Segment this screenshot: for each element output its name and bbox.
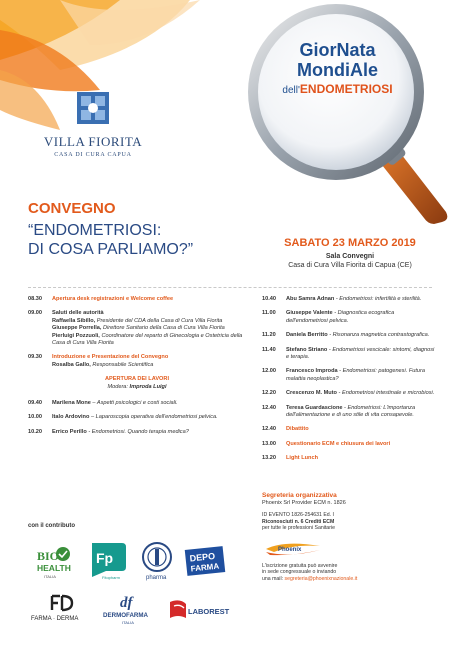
bio-country-text: ITALIA [44, 574, 56, 579]
program-title: Introduzione e Presentazione del Convegno [52, 354, 169, 361]
speaker-name: Raffaella Sibillo, [52, 317, 96, 324]
laborest-text: LABOREST [188, 607, 230, 616]
program-item [262, 441, 437, 448]
program-item [28, 414, 246, 421]
ecm-credits: Riconosciuti n. 6 Crediti ECM [262, 518, 335, 525]
talk-topic: - Endometriosi: patogenesi. Futura malattia neoplastica? [286, 368, 425, 382]
bio-text: BIO [37, 549, 60, 563]
program-time: 09.40 [28, 400, 42, 407]
program-item [28, 400, 246, 407]
sponsor-farma-derma-logo [30, 594, 94, 622]
program-time: 11.00 [262, 310, 276, 317]
ecm-info [262, 512, 432, 532]
speaker-name: Errico Perillo [52, 428, 87, 435]
headline-line1: GiorNata [299, 40, 376, 60]
program-text: Questionario ECM e chiusura dei lavori [286, 440, 391, 447]
speaker-name: Giuseppe Valente [286, 310, 333, 317]
note-line1: L'iscrizione gratuita può avvenire [262, 563, 338, 569]
program-title: Saluti delle autorità [52, 310, 104, 317]
note-line3: una mail: [262, 575, 284, 582]
program-text: Dibattito [286, 426, 309, 433]
program-item [262, 296, 437, 303]
speaker-role: Direttore Sanitario della Casa di Cura Villa Fiorita [103, 325, 225, 332]
program-right [262, 296, 437, 470]
apertura-title: APERTURA DEI LAVORI [104, 376, 170, 383]
segreteria-title: Segreteria organizzativa [262, 492, 337, 499]
ecm-target: per tutte le professioni Sanitarie [262, 525, 335, 532]
program-time: 12.40 [262, 426, 276, 433]
program-item [262, 332, 437, 339]
program-item [28, 354, 246, 369]
dermofarma-text: DERMOFARMA [103, 612, 149, 619]
speaker-role: Presidente del CDA della Casa di Cura Villa Fiorita [96, 317, 223, 324]
program-time: 11.40 [262, 346, 276, 353]
program-item [262, 368, 437, 383]
program-item [262, 455, 437, 462]
program-time: 13.00 [262, 440, 276, 447]
program-time: 08.30 [28, 296, 42, 302]
program-time: 12.40 [262, 404, 276, 411]
talk-topic: - Endometriosi. Quando terapia medica? [88, 428, 189, 435]
event-title-line2: DI COSA PARLIAMO?” [28, 241, 194, 258]
headline-prefix: dell' [282, 85, 300, 96]
program-left [28, 296, 246, 443]
venue-room: Sala Convegni [325, 253, 375, 260]
farma-text: FARMA [190, 561, 220, 574]
talk-topic: - Endometriosi vescicale: sintomi, diagnosi e terapia. [286, 346, 435, 361]
speaker-name: Marilena Mone [52, 400, 91, 407]
event-title-line1: “ENDOMETRIOSI: [28, 222, 162, 239]
phoenix-logo-text: Phoenix [278, 547, 302, 553]
logo-subtitle: CASA DI CURA CAPUA [54, 152, 132, 158]
program-content [52, 310, 246, 347]
program-time: 10.40 [262, 296, 276, 302]
program-time: 11.20 [262, 332, 276, 339]
headline-line2: MondiAle [297, 60, 378, 80]
program-text: Apertura desk registrazioni e Welcome coffee [52, 296, 174, 302]
segreteria-organizzativa [262, 492, 432, 507]
sponsor-di-pharma-logo [140, 540, 174, 582]
speaker-role: Coordinatore del reparto di Ginecologia e Ostetricia della Casa di Cura Villa Fiorita [52, 332, 243, 347]
program-time: 10.00 [28, 414, 42, 421]
speaker-name: Daniela Berritto [286, 332, 328, 339]
apertura-lavori [28, 376, 246, 391]
program-item [262, 310, 437, 325]
divider [28, 287, 432, 288]
speaker-name: Rosalba Gallo, [52, 361, 91, 368]
health-text: HEALTH [37, 563, 71, 573]
program-item [262, 390, 437, 397]
speaker-role: Responsabile Scientifica [92, 361, 154, 368]
phoenix-logo [264, 540, 322, 558]
segreteria-provider: Phoenix Srl Provider ECM n. 1826 [262, 500, 346, 506]
event-date: SABATO 23 MARZO 2019 [284, 237, 416, 249]
fitopharm-text: Fitopharm [102, 575, 121, 580]
talk-topic: - Diagnostica ecografica dell'endometriosi pelvica. [286, 310, 395, 324]
speaker-name: Francesco Improda [286, 368, 338, 375]
talk-topic: – Aspetti psicologici e costi sociali. [92, 400, 178, 407]
moderator-name: Improda Luigi [129, 383, 167, 390]
program-item [28, 429, 246, 436]
venue-place: Casa di Cura Villa Fiorita di Capua (CE) [288, 262, 412, 269]
program-time: 09.00 [28, 310, 42, 317]
event-title [28, 221, 238, 259]
event-venue [255, 252, 445, 270]
registration-note [262, 563, 442, 582]
farma-derma-text: FARMA · DERMA [31, 616, 79, 622]
fp-text: Fp [96, 550, 114, 566]
speaker-name: Abu Samra Adnan [286, 296, 335, 302]
sponsor-fitopharm-logo [86, 541, 128, 581]
headline-line3 [260, 82, 415, 96]
df-mark-text: df [120, 595, 133, 611]
note-line2: in sede congressuale o inviando [262, 569, 337, 576]
sponsor-dermofarma-logo [102, 592, 156, 626]
speaker-name: Pierluigi Pozzuoli, [52, 332, 100, 339]
depo-text: DEPO [189, 550, 216, 564]
di-pharma-text: pharma [146, 575, 167, 581]
speaker-name: Teresa Guardascione [286, 404, 343, 411]
program-item [28, 296, 246, 303]
talk-topic: - Endometriosi intestinale e microbiosi. [338, 390, 435, 397]
sponsor-depofarma-logo [184, 544, 226, 578]
dermofarma-country-text: ITALIA [122, 620, 134, 625]
sponsor-laborest-logo [168, 598, 230, 622]
program-item [262, 426, 437, 433]
program-time: 09.30 [28, 354, 42, 361]
speaker-name: Italo Ardovino [52, 414, 90, 421]
speaker-name: Crescenzo M. Muto [286, 390, 337, 397]
moderator-label: Moderа: [107, 383, 128, 390]
program-content [52, 354, 246, 369]
contact-email-link[interactable]: segreteria@phoenixnazionale.it [284, 575, 358, 582]
talk-topic: - Endometriosi: infertilità e sterilità. [335, 296, 422, 302]
program-item [262, 405, 437, 420]
talk-topic: - Endometriosi: L'importanza dell'alimentazione e di uno stile di vita consapevole. [286, 404, 416, 419]
event-type: CONVEGNO [28, 200, 116, 217]
headline-main: ENDOMETRIOSI [299, 82, 393, 96]
program-text: Light Lunch [286, 455, 319, 462]
speaker-name: Giuseppe Porrella, [52, 325, 102, 332]
ecm-id: ID EVENTO 1826-254631 Ed. I [262, 512, 334, 518]
program-time: 13.20 [262, 455, 276, 462]
villa-fiorita-logo [38, 88, 148, 158]
villa-fiorita-emblem-icon [73, 88, 113, 128]
program-time: 12.20 [262, 390, 276, 397]
headline [260, 40, 415, 96]
program-time: 10.20 [28, 428, 42, 435]
sponsor-bio-health-logo [36, 543, 74, 581]
logo-name: VILLA FIORITA [43, 134, 143, 149]
talk-topic: - Risonanza magnetica contrastografica. [329, 332, 430, 339]
speaker-name: Stefano Striano [286, 346, 328, 353]
sponsors-heading: con il contributo [28, 523, 75, 529]
program-time: 12.00 [262, 368, 276, 375]
program-item [28, 310, 246, 347]
program-item [262, 347, 437, 362]
talk-topic: – Laparoscopia operativa dell'endometriosi pelvica. [90, 414, 218, 421]
magnifying-glass-icon [228, 0, 460, 225]
